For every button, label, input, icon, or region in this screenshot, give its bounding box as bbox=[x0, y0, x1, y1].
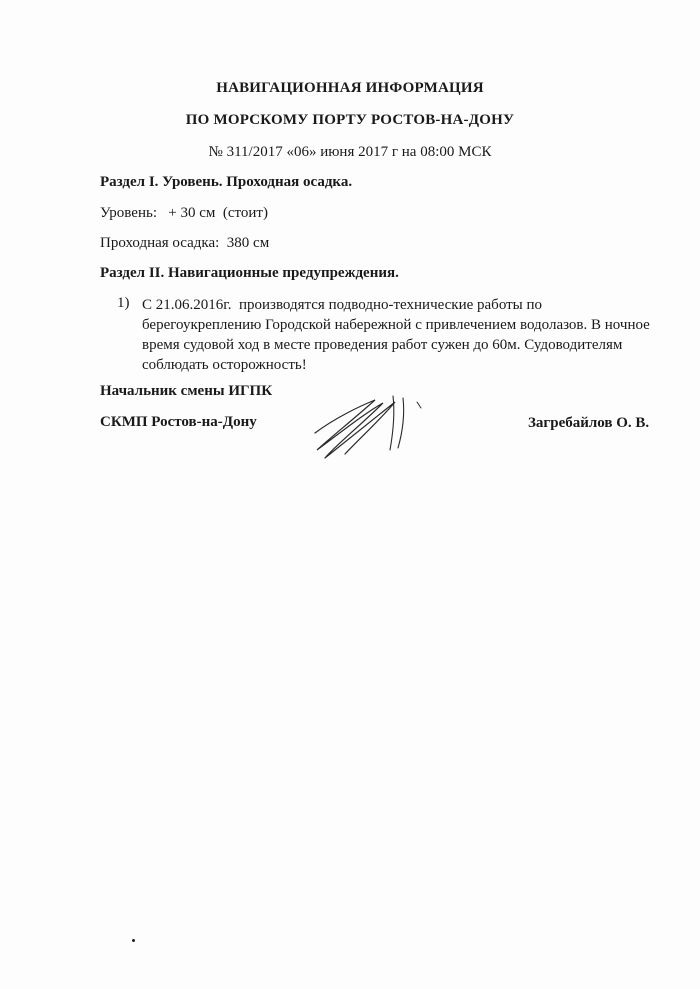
water-level: Уровень: + 30 см (стоит) bbox=[100, 205, 268, 221]
document-title-line1: НАВИГАЦИОННАЯ ИНФОРМАЦИЯ bbox=[216, 80, 484, 96]
signer-position-line1: Начальник смены ИГПК bbox=[100, 383, 273, 399]
document-title-line2: ПО МОРСКОМУ ПОРТУ РОСТОВ-НА-ДОНУ bbox=[185, 112, 515, 128]
signer-position-line2: СКМП Ростов-на-Дону bbox=[100, 414, 257, 430]
section2-heading: Раздел II. Навигационные предупреждения. bbox=[100, 265, 399, 281]
signer-name: Загребайлов О. В. bbox=[528, 415, 650, 431]
section1-heading: Раздел I. Уровень. Проходная осадка. bbox=[100, 174, 353, 190]
warning-item-number: 1) bbox=[117, 295, 130, 311]
handwritten-signature bbox=[305, 388, 445, 468]
passage-draft: Проходная осадка: 380 см bbox=[100, 235, 270, 251]
scan-speck bbox=[132, 939, 135, 942]
warning-item-text: С 21.06.2016г. производятся подводно-технические работы по берегоукреплению Городской набережной с привлечением водолазов. В ночное время судовой ход в месте проведения работ сужен до 60м. Судоводителям соблюдать осторожность! bbox=[142, 297, 654, 373]
document-number-date: № 311/2017 «06» июня 2017 г на 08:00 МСК bbox=[208, 144, 492, 160]
